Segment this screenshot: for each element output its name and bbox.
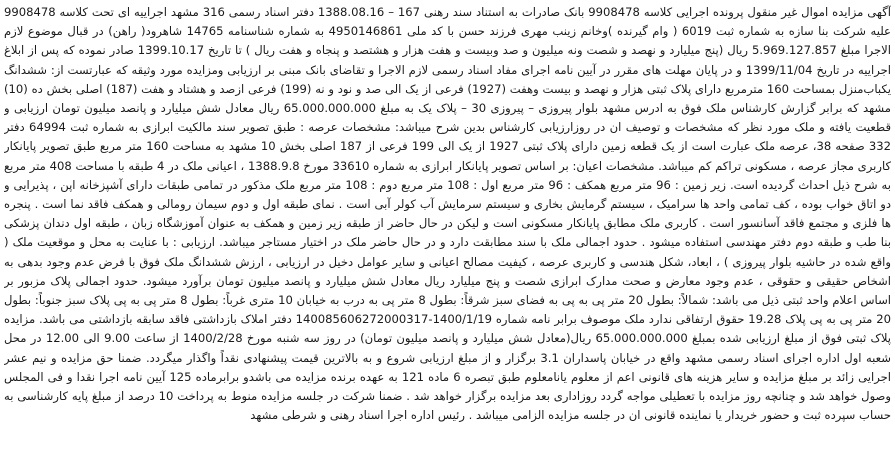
auction-notice-text: آگهی مزایده اموال غیر منقول پرونده اجرایی کلاسه 9908478 بانک صادرات به استناد سند رهنی 167 – 1388.08.16 دفتر اسناد رسمی 316 مشهد اجراییه ای تحت کلاسه 9908478 علیه شرکت بنا سازه به شماره ثبت 6019 ( وام گیرنده )وخانم زینب مهری فرزند حسن با کد ملی 4950146861 به شماره شناسنامه 14765 شاهرود( راهن) در قبال موضوع لازم الاجرا مبلغ 5.969.127.857 ریال (پنج میلیارد و نهصد و شصت ونه میلیون و صد وبیست و هفت هزار و هشتصد و پنجاه و هفت ریال ) تا تاریخ 1399.10.17 صادر نموده که پس از ابلاغ اجراییه در تاریخ 1399/11/04 و در پایان مهلت های مقرر در آیین نامه اجرای مفاد اسناد رسمی لازم الاجرا و تقاضای بانک مبنی بر ارزیابی ومزایده مورد وثیقه که عبارتست از: ششدانگ یکباب‌منزل بمساحت 160 مترمربع دارای پلاک ثبتی هزار و نهصد و بیست وهفت (1927) فرعی از یک الی صد و نود و نه (199) فرعی ازصد و هشتاد و هفت (187) اصلی بخش ده (10) مشهد که برابر گزارش کارشناس ملک فوق به ادرس مشهد بلوار پیروزی – پیروزی 30 – پلاک یک به مبلغ 65.000.000.000 ریال معادل شش میلیارد و پانصد میلیون تومان ارزیابی و قطعیت یافته و ملک مورد نظر که مشخصات و توصیف ان در روزارزیابی کارشناس بدین شرح میباشد: مشخصات عرصه : طبق تصویر سند مالکیت ابرازی به شماره ثبت 64994 دفتر 332 صفحه 38، عرصه ملک عبارت است از یک قطعه زمین دارای پلاک ثبتی 1927 از یک الی 199 فرعی از 187 اصلی بخش 10 مشهد به مساحت 160 متر مربع طبق تصویر پایانکار کاربری مجاز عرصه ، مسکونی تراکم کم میباشد. مشخصات اعیان: بر اساس تصویر پایانکار ابرازی به شماره 33610 مورخ 1388.9.8 ، اعیانی ملک در 4 طبقه با مساحت 408 متر مربع به شرح ذیل احداث گردیده است. زیر زمین : 96 متر مربع همکف : 96 متر مربع اول : 108 متر مربع دوم : 108 متر مربع ملک مذکور در تمامی طبقات دارای آشپزخانه اپن ، پذیرایی و دو اتاق خواب بوده ، کف تمامی واحد ها سرامیک ، سیستم گرمایش بخاری و سیستم سرمایش آب کولر آبی است . نمای طبقه اول و دوم سیمان رومالی و همکف فاقد نما است . پنجره ها فلزی و مجتمع فاقد آسانسور است . کاربری ملک مطابق پایانکار مسکونی است و لیکن در حال حاضر از طبقه زیر زمین و همکف به عنوان آموزشگاه زبان ، طبقه اول دندان پزشکی بنا طب و طبقه دوم دفتر مهندسی استفاده میشود . حدود اجمالی ملک با سند مطابقت دارد و در حال حاضر ملک در اختیار مستاجر میباشد. ارزیابی : با عنایت به محل و موقعیت ملک ( واقع شده در حاشیه بلوار پیروزی ) ، ابعاد، شکل هندسی و کاربری عرصه ، کیفیت مصالح اعیانی و سایر عوامل دخیل در ارزیابی ، ارزش ششدانگ ملک فوق با فرض عدم وجود بدهی به اشخاص حقیقی و حقوقی ، عدم وجود معارض و صحت مدارک ابرازی شصت و پنج میلیارد ریال معادل شش میلیارد و پانصد میلیون تومان برآورد میشود. حدود اجمالی پلاک مزبور بر اساس اعلام واحد ثبتی ذیل می باشد: شمالاً: بطول 20 متر پی به پی به فضای سبز شرقاً: بطول 8 متر پی به درب به خیابان 10 متری غرباً: بطول 8 متر پی به پی پلاک سبز جنوباً: بطول 20 متر پی به پی پلاک 19.28 حقوق ارتفاقی ندارد ملک موصوف برابر نامه شماره 1400/1/19-140085606272000317 دفتر املاک بازداشتی فاقد سابقه بازداشتی می باشد. مزایده پلاک ثبتی فوق از مبلغ ارزیابی شده بمبلغ 65.000.000.000 ریال(معادل شش میلیارد و پانصد میلیون تومان) در روز سه شنبه مورخ 1400/2/28 از ساعت 9.00 الی 12.00 در محل شعبه اول اداره اجرای اسناد رسمی مشهد واقع در خیابان پاسداران 3.1 برگزار و از مبلغ ارزیابی شروع و به بالاترین قیمت پیشنهادی نقداً واگذار میگردد. ضمنا حق مزایده و نیم عشر اجرایی زائد بر مبلغ مزایده و سایر هزینه های قانونی اعم از معلوم یانامعلوم طبق تبصره 6 ماده 121 به عهده برنده مزایده می باشدو برابرماده 125 آیین نامه اجرا نقدا و فی المجلس وصول خواهد شد و چنانچه روز مزایده با تعطیلی مواجه گردد روزاداری بعد مزایده برگزار خواهد شد . ضمنا شرکت در جلسه مزایده منوط به پرداخت 10 درصد از مبلغ پایه کارشناسی به حساب سپرده ثبت و حضور خریدار یا نماینده قانونی ان در جلسه مزایده الزامی میباشد . رئیس اداره اجرا اسناد رهنی و شرطی مشهد (4, 5, 891, 423)
